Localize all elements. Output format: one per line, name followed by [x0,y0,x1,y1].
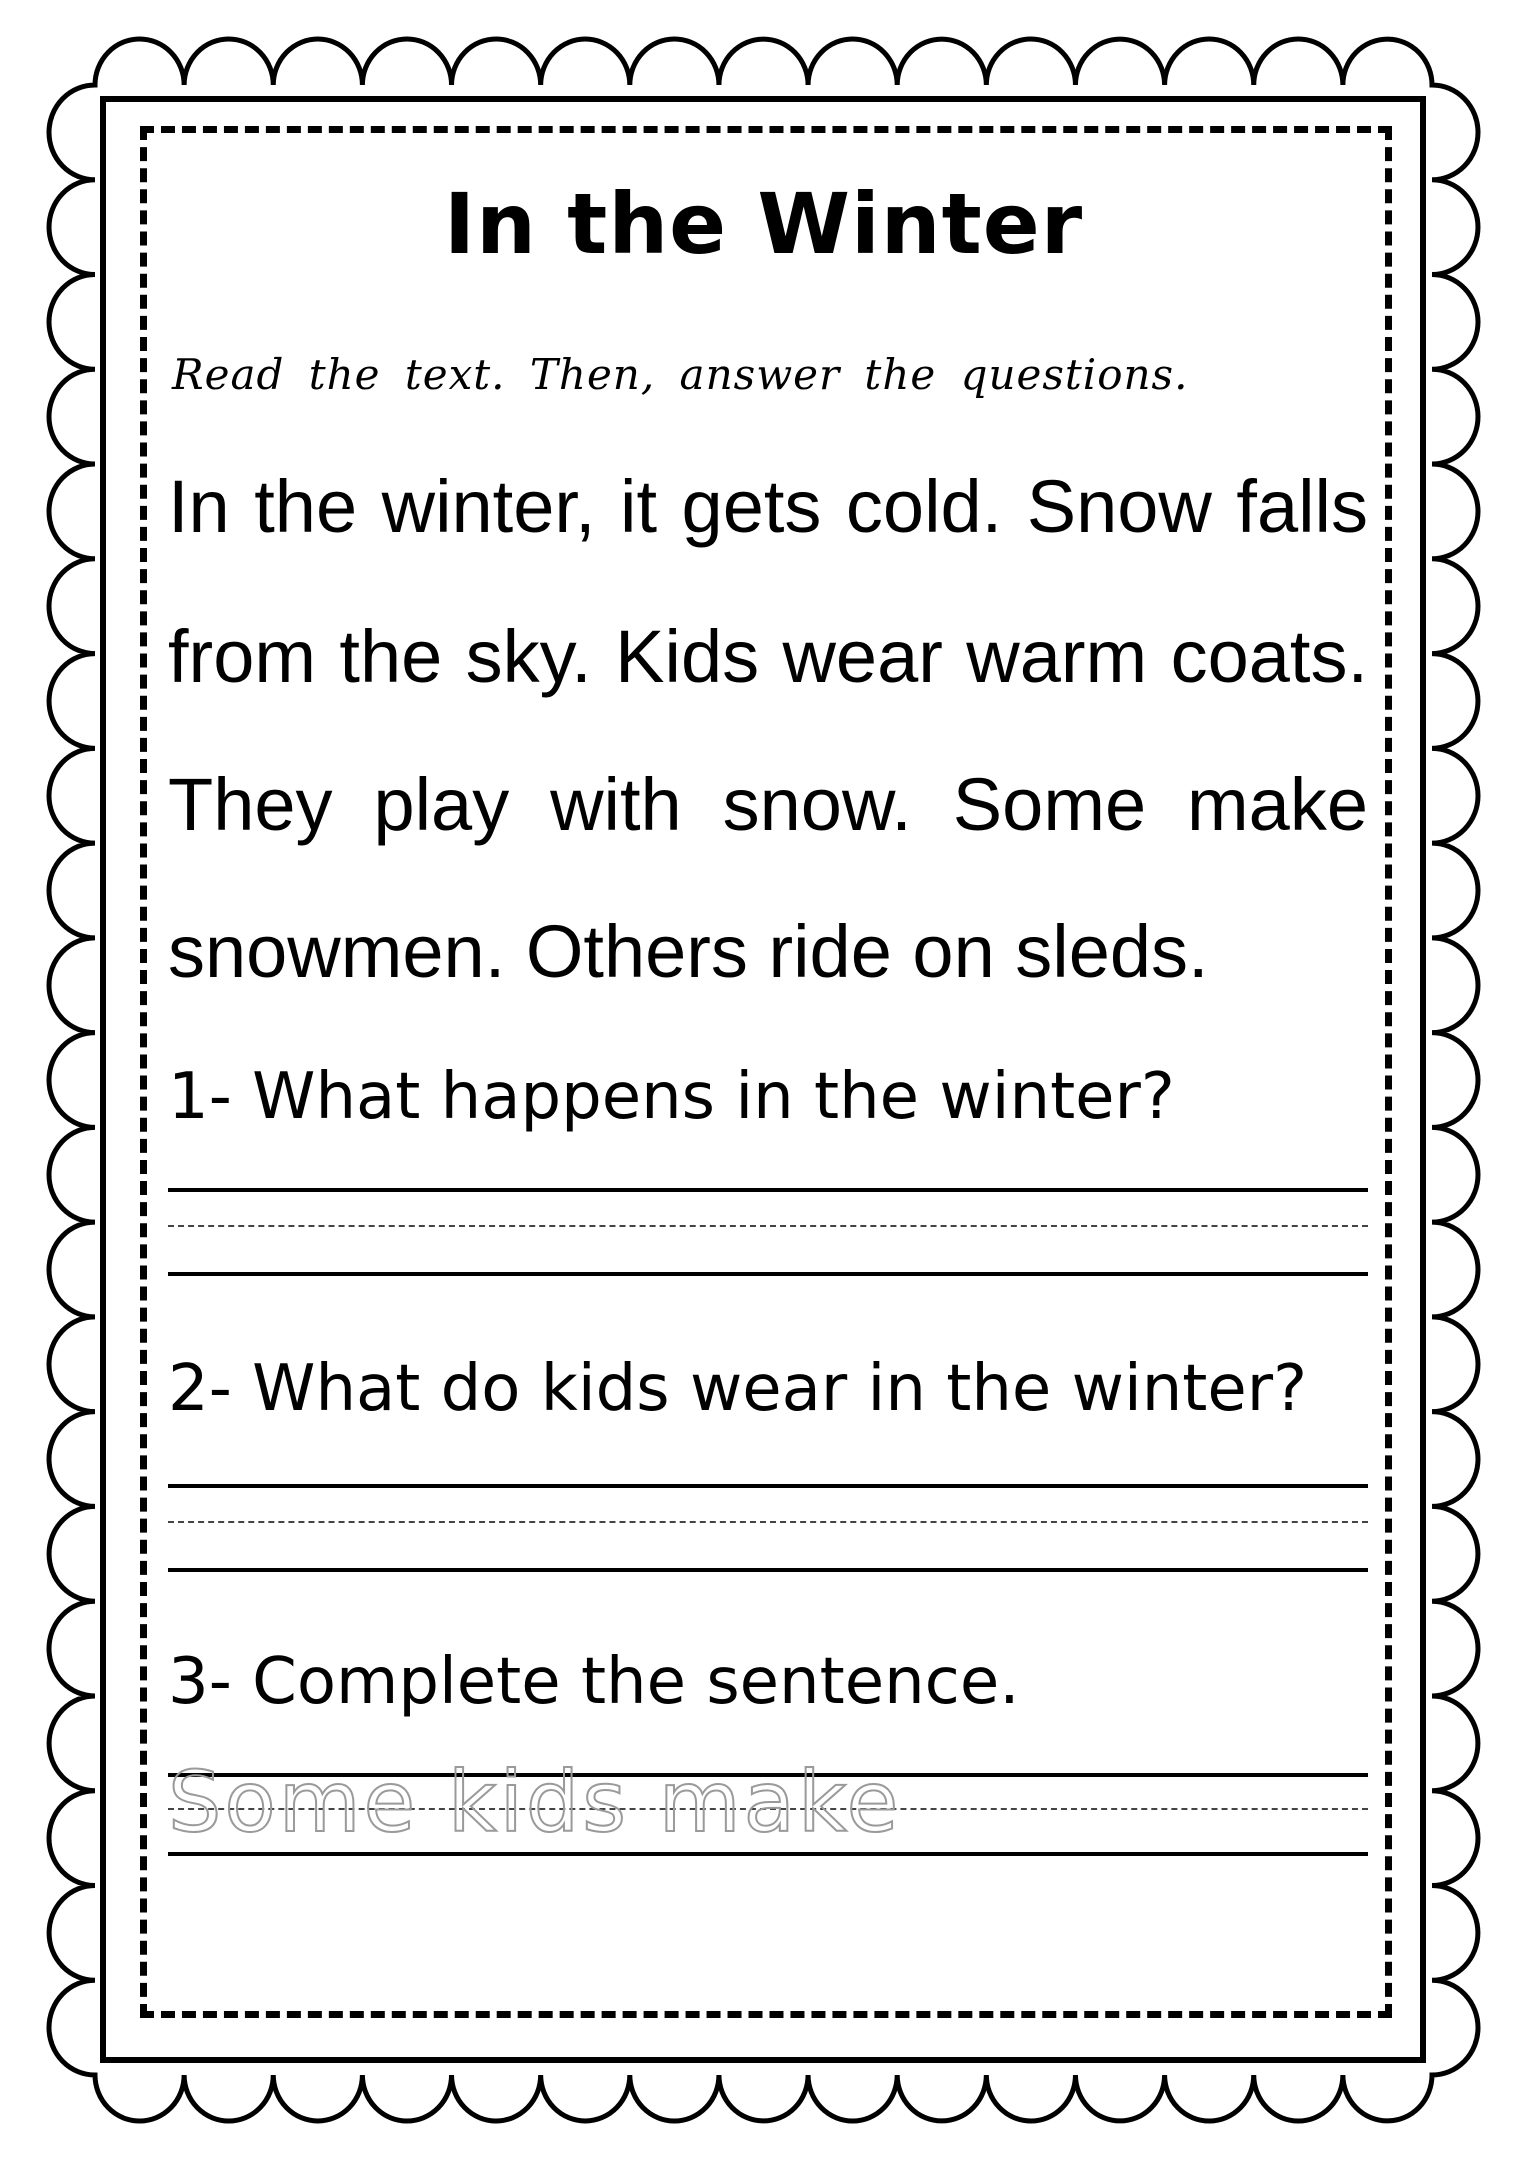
passage-line: They play with snow. Some make [168,763,1368,846]
answer-line-base[interactable] [168,1852,1368,1856]
instructions-text: Read the text. Then, answer the questions. [172,350,1189,399]
passage-line: from the sky. Kids wear warm coats. [168,615,1368,698]
trace-sentence: Some kids make [168,1753,902,1851]
passage-line: snowmen. Others ride on sleds. [168,910,1209,993]
question-2: 2- What do kids wear in the winter? [168,1352,1308,1426]
answer-line-base[interactable] [168,1272,1368,1276]
passage-line: In the winter, it gets cold. Snow falls [168,465,1368,548]
answer-line-base[interactable] [168,1568,1368,1572]
question-1: 1- What happens in the winter? [168,1060,1175,1134]
answer-line-mid [168,1225,1368,1227]
worksheet-title: In the Winter [443,175,1084,273]
answer-line-top[interactable] [168,1484,1368,1488]
answer-line-mid [168,1521,1368,1523]
answer-line-top[interactable] [168,1188,1368,1192]
question-3: 3- Complete the sentence. [168,1645,1020,1719]
